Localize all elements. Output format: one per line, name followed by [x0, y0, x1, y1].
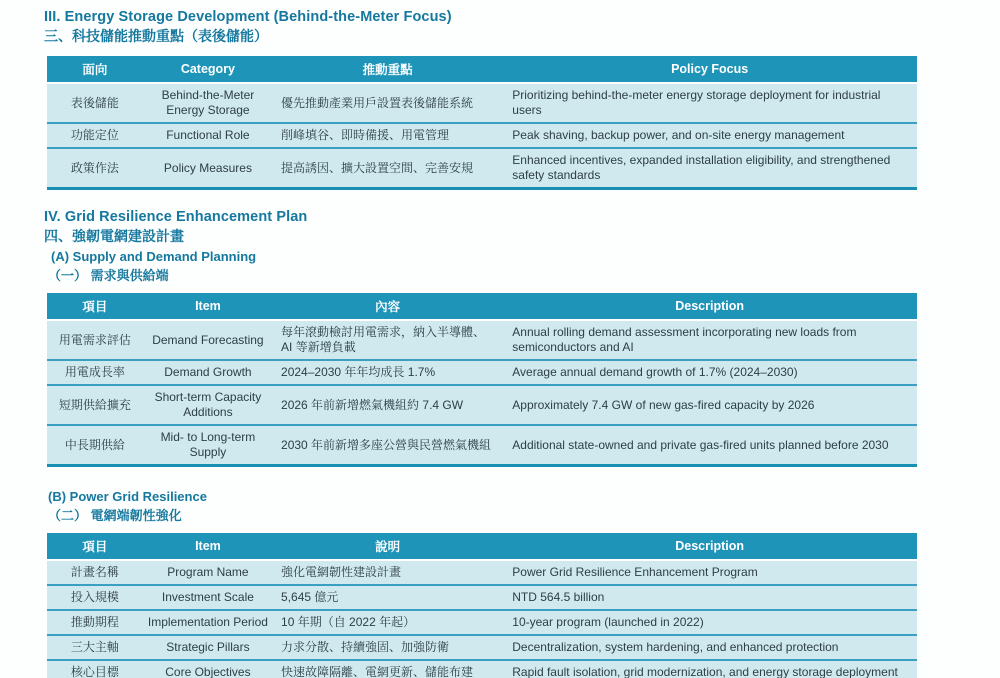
- table-cell: Peak shaving, backup power, and on-site energy management: [502, 122, 917, 147]
- table-cell: Policy Measures: [143, 147, 273, 187]
- table-cell: Average annual demand growth of 1.7% (2024–2030): [502, 359, 917, 384]
- grid-resilience-table: [47, 533, 917, 678]
- table-cell: Program Name: [143, 559, 273, 584]
- table-cell: Demand Growth: [143, 359, 273, 384]
- subsection-a-title-zh: （一） 需求與供給端: [48, 268, 169, 283]
- table-cell: Functional Role: [143, 122, 273, 147]
- table-row: [47, 82, 917, 122]
- table-row: [47, 609, 917, 634]
- table-row: [47, 584, 917, 609]
- table-row: [47, 634, 917, 659]
- table-cell: Demand Forecasting: [143, 319, 273, 359]
- table-cell: 每年滾動檢討用電需求，納入半導體、AI 等新增負載: [273, 319, 502, 359]
- subsection-b-title-en: (B) Power Grid Resilience: [48, 489, 207, 504]
- table-cell: Investment Scale: [143, 584, 273, 609]
- table-cell: 表後儲能: [47, 82, 143, 122]
- table-cell: Behind-the-Meter Energy Storage: [143, 82, 273, 122]
- table-cell: Annual rolling demand assessment incorporating new loads from semiconductors and AI: [502, 319, 917, 359]
- table-cell: Implementation Period: [143, 609, 273, 634]
- table-cell: 政策作法: [47, 147, 143, 187]
- table-cell: NTD 564.5 billion: [502, 584, 917, 609]
- header-row: [47, 533, 917, 559]
- table-cell: 計畫名稱: [47, 559, 143, 584]
- table-cell: Mid- to Long-term Supply: [143, 424, 273, 464]
- table-cell: Decentralization, system hardening, and enhanced protection: [502, 634, 917, 659]
- table-cell: 優先推動產業用戶設置表後儲能系統: [273, 82, 502, 122]
- table-row: [47, 319, 917, 359]
- section-4-title-en: IV. Grid Resilience Enhancement Plan: [44, 209, 308, 225]
- table-cell: 強化電網韌性建設計畫: [273, 559, 502, 584]
- table-cell: 投入規模: [47, 584, 143, 609]
- column-header: 項目: [47, 533, 143, 559]
- header-row: [47, 56, 917, 82]
- table-row: [47, 659, 917, 678]
- table-cell: 推動期程: [47, 609, 143, 634]
- table-cell: 2024–2030 年年均成長 1.7%: [273, 359, 502, 384]
- column-header: 項目: [47, 293, 143, 319]
- table-cell: 快速故障隔離、電網更新、儲能布建: [273, 659, 502, 678]
- table-cell: Strategic Pillars: [143, 634, 273, 659]
- table-cell: Power Grid Resilience Enhancement Program: [502, 559, 917, 584]
- table-cell: 2026 年前新增燃氣機組約 7.4 GW: [273, 384, 502, 424]
- table-cell: Short-term Capacity Additions: [143, 384, 273, 424]
- column-header: 內容: [273, 293, 502, 319]
- table-row: [47, 147, 917, 187]
- subsection-a-title-en: (A) Supply and Demand Planning: [51, 249, 257, 264]
- table-cell: 提高誘因、擴大設置空間、完善安規: [273, 147, 502, 187]
- table-cell: 核心目標: [47, 659, 143, 678]
- section-3-title-zh: 三、科技儲能推動重點（表後儲能）: [44, 28, 268, 44]
- table-cell: 10-year program (launched in 2022): [502, 609, 917, 634]
- table-row: [47, 384, 917, 424]
- table-row: [47, 559, 917, 584]
- table-cell: 用電成長率: [47, 359, 143, 384]
- table-cell: 三大主軸: [47, 634, 143, 659]
- table-row: [47, 359, 917, 384]
- table-row: [47, 122, 917, 147]
- energy-storage-table: [47, 56, 917, 190]
- table-cell: Approximately 7.4 GW of new gas-fired capacity by 2026: [502, 384, 917, 424]
- section-4-title-zh: 四、強韌電網建設計畫: [44, 228, 184, 244]
- table-cell: Enhanced incentives, expanded installation eligibility, and strengthened safety standards: [502, 147, 917, 187]
- column-header: Policy Focus: [502, 56, 917, 82]
- column-header: 說明: [273, 533, 502, 559]
- section-spacer: [44, 467, 917, 486]
- column-header: Category: [143, 56, 273, 82]
- table-cell: Prioritizing behind-the-meter energy storage deployment for industrial users: [502, 82, 917, 122]
- supply-demand-table: [47, 293, 917, 467]
- table-cell: 功能定位: [47, 122, 143, 147]
- table-cell: 用電需求評估: [47, 319, 143, 359]
- column-header: 推動重點: [273, 56, 502, 82]
- table-cell: 短期供給擴充: [47, 384, 143, 424]
- column-header: Item: [143, 533, 273, 559]
- subsection-b-title-zh: （二） 電網端韌性強化: [48, 508, 182, 523]
- table-cell: 力求分散、持續強固、加強防衛: [273, 634, 502, 659]
- table-cell: Core Objectives: [143, 659, 273, 678]
- section-spacer: [44, 190, 917, 209]
- table-cell: 10 年期（自 2022 年起）: [273, 609, 502, 634]
- table-cell: Additional state-owned and private gas-fired units planned before 2030: [502, 424, 917, 464]
- section-3-title-en: III. Energy Storage Development (Behind-the-Meter Focus): [44, 9, 452, 25]
- table-cell: 中長期供給: [47, 424, 143, 464]
- table-cell: 2030 年前新增多座公營與民營燃氣機組: [273, 424, 502, 464]
- column-header: Description: [502, 533, 917, 559]
- table-cell: 5,645 億元: [273, 584, 502, 609]
- table-cell: 削峰填谷、即時備援、用電管理: [273, 122, 502, 147]
- column-header: Description: [502, 293, 917, 319]
- column-header: 面向: [47, 56, 143, 82]
- table-row: [47, 424, 917, 464]
- column-header: Item: [143, 293, 273, 319]
- table-cell: Rapid fault isolation, grid modernization, and energy storage deployment: [502, 659, 917, 678]
- header-row: [47, 293, 917, 319]
